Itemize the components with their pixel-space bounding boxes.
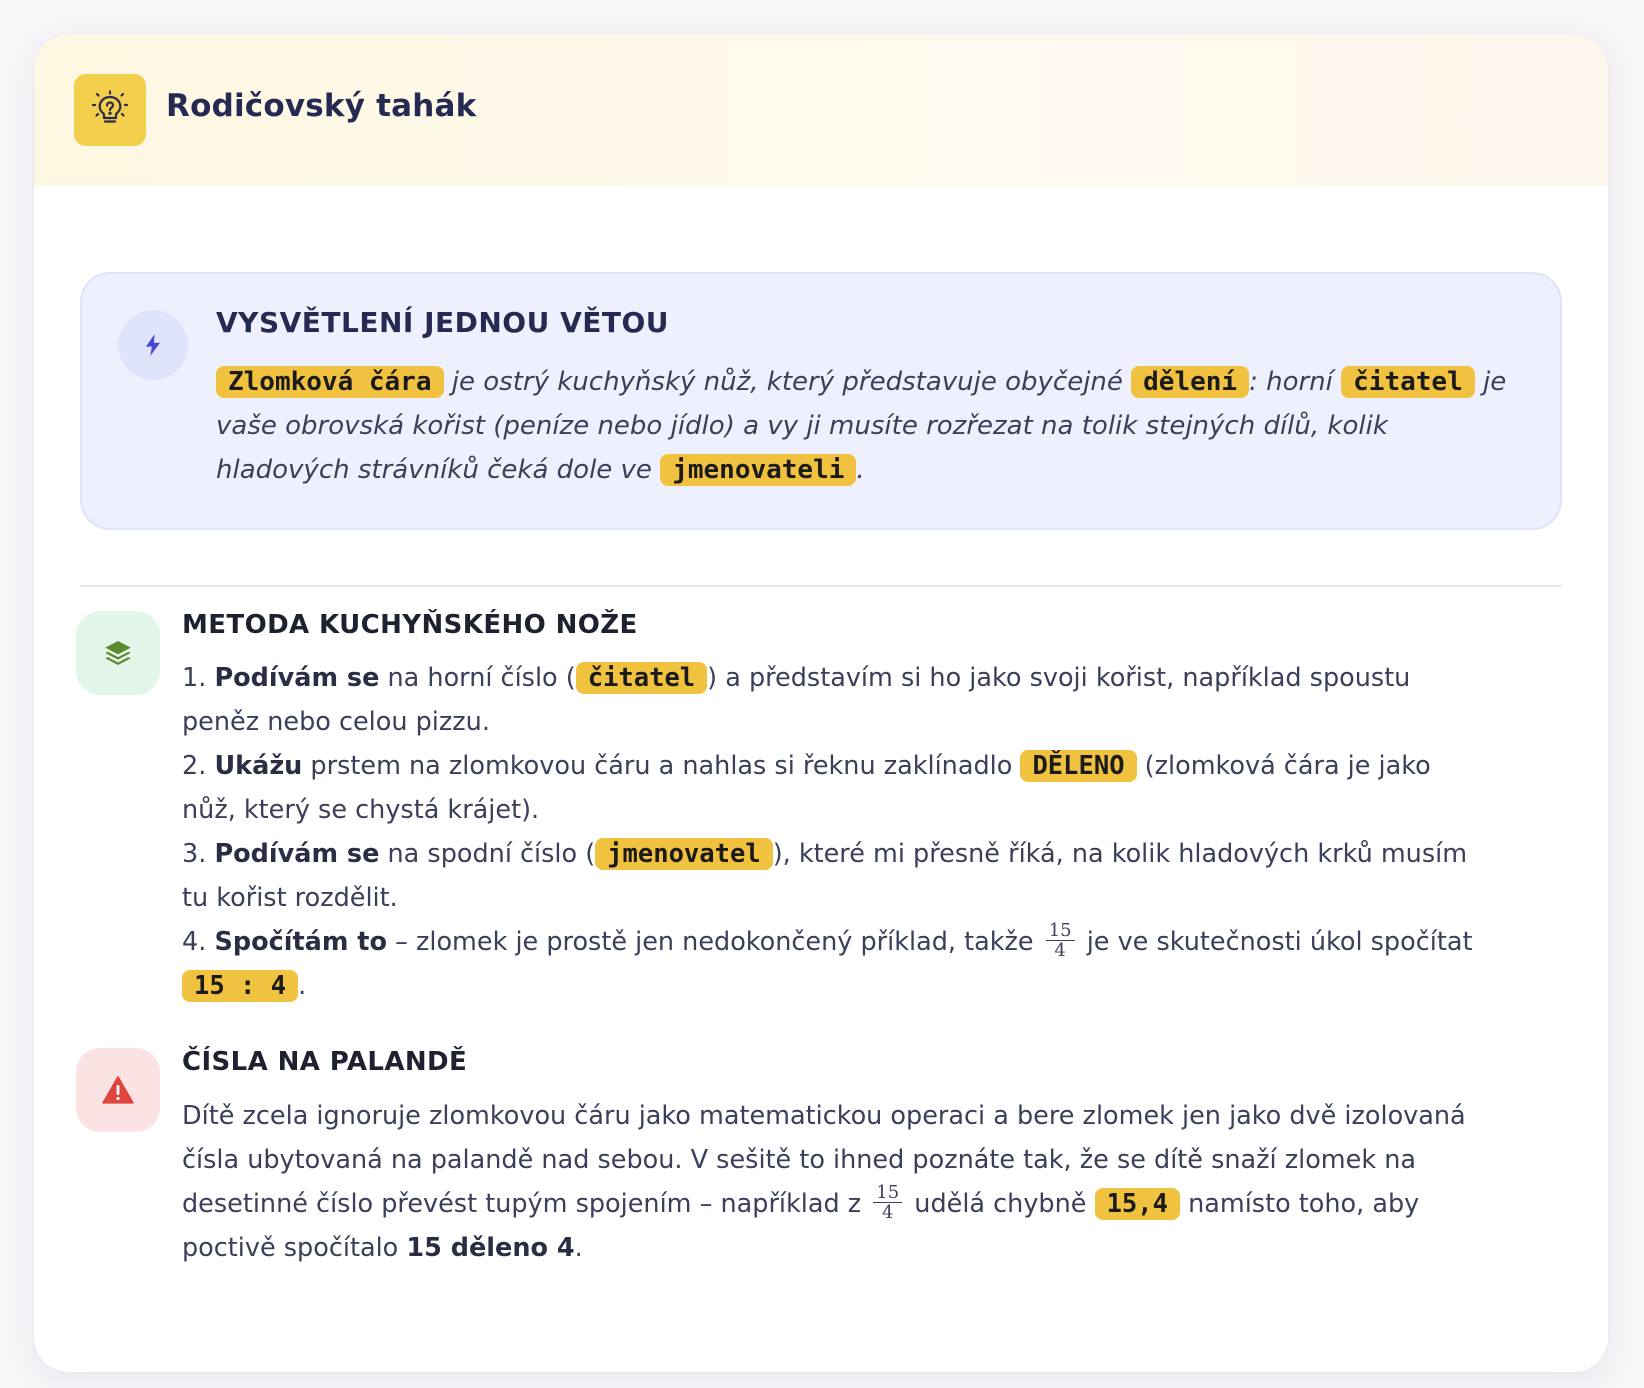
card-header — [34, 34, 1608, 186]
summary-title: VYSVĚTLENÍ JEDNOU VĚTOU — [216, 306, 670, 339]
code-term: čitatel — [576, 662, 707, 694]
warning-title: ČÍSLA NA PALANDĚ — [182, 1047, 468, 1077]
code-term: jmenovatel — [595, 838, 773, 870]
code-term: 15 : 4 — [182, 970, 298, 1002]
step-1: 1. Podívám se na horní číslo ( čitatel ) a představím si ho jako svoji kořist, například spoustu peněz nebo celou pizzu. — [182, 663, 1411, 737]
code-term: 15,4 — [1095, 1188, 1180, 1220]
lightning-icon — [118, 310, 188, 380]
step-4: 4. Spočítám to – zlomek je prostě jen nedokončený příklad, takže $\frac{15}{4}$ je ve skutečnosti úkol spočítat 15 : 4 . — [182, 919, 1473, 1001]
page-title: Rodičovský tahák — [166, 88, 477, 124]
method-steps — [182, 656, 1482, 1008]
highlight-term: čitatel — [1341, 366, 1475, 398]
method-title: METODA KUCHYŇSKÉHO NOŽE — [182, 610, 638, 640]
highlight-term: Zlomková čára — [216, 366, 444, 398]
step-3: 3. Podívám se na spodní číslo ( jmenovatel ), které mi přesně říká, na kolik hladových krků musím tu kořist rozdělit. — [182, 839, 1468, 913]
warning-text: Dítě zcela ignoruje zlomkovou čáru jako matematickou operaci a bere zlomek jen jako dvě izolovaná čísla ubytovaná na palandě nad sebou. V sešitě to ihned poznáte tak, že se dítě snaží zlomek na desetinné číslo převést tupým spojením – například z $\frac{15}{4}$ udělá chybně 15,4 namísto toho, aby poctivě spočítalo 15 děleno 4. — [182, 1101, 1466, 1263]
warning-triangle-icon — [76, 1048, 160, 1132]
fraction: $\frac{15}{4}$ — [873, 1183, 902, 1222]
section-divider — [80, 585, 1562, 587]
cheatsheet-card — [34, 34, 1608, 1372]
summary-box — [80, 272, 1562, 530]
step-2: 2. Ukážu prstem na zlomkovou čáru a nahlas si řeknu zaklínadlo DĚLENO (zlomková čára je jako nůž, který se chystá krájet). — [182, 751, 1431, 825]
highlight-term: dělení — [1131, 366, 1249, 398]
lightbulb-question-icon — [74, 74, 146, 146]
code-term: DĚLENO — [1020, 750, 1136, 782]
highlight-term: jmenovateli — [660, 454, 856, 486]
fraction: $\frac{15}{4}$ — [1046, 921, 1075, 960]
layers-icon — [76, 611, 160, 695]
summary-text: Zlomková čára je ostrý kuchyňský nůž, který představuje obyčejné dělení : horní čitatel je vaše obrovská kořist (peníze nebo jídlo) a vy ji musíte rozřezat na tolik stejných dílů, kolik hladových strávníků čeká dole ve jmenovateli . — [216, 367, 1507, 485]
